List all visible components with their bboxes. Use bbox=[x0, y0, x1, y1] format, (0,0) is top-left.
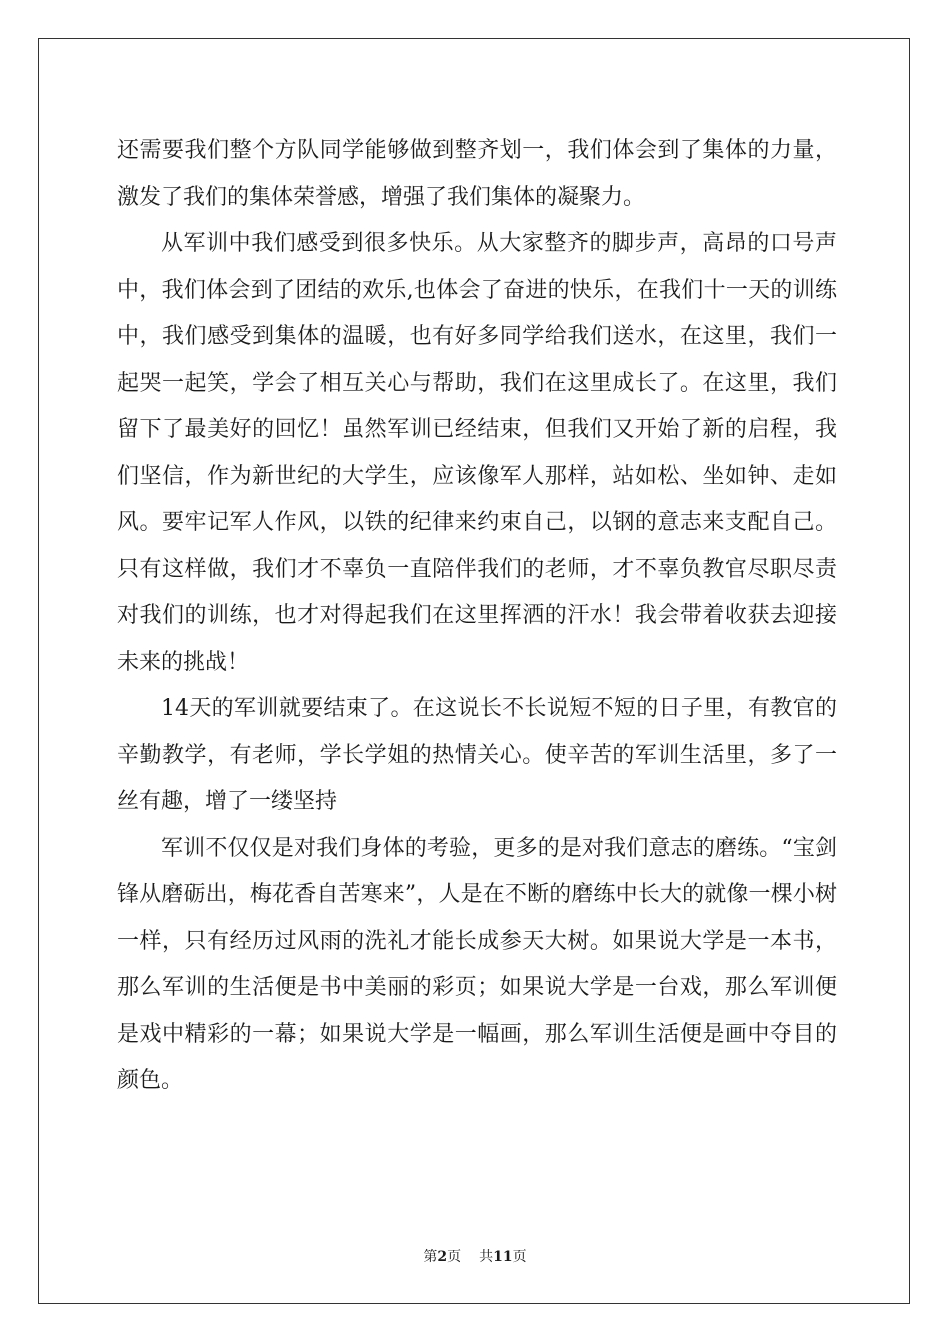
total-prefix: 共 bbox=[479, 1249, 494, 1265]
page-prefix: 第 bbox=[423, 1249, 438, 1265]
paragraph-1: 还需要我们整个方队同学能够做到整齐划一，我们体会到了集体的力量，激发了我们的集体荣誉感，增强了我们集体的凝聚力。 bbox=[117, 138, 837, 210]
paragraph-3: 14天的军训就要结束了。在这说长不长说短不短的日子里，有教官的辛勤教学，有老师，学长学姐的热情关心。使辛苦的军训生活里，多了一丝有趣，增了一缕坚持 bbox=[117, 696, 837, 814]
paragraph-4: 军训不仅仅是对我们身体的考验，更多的是对我们意志的磨练。“宝剑锋从磨砺出，梅花香自苦寒来”，人是在不断的磨练中长大的就像一棵小树一样，只有经历过风雨的洗礼才能长成参天大树。如果说大学是一本书，那么军训的生活便是书中美丽的彩页；如果说大学是一台戏，那么军训便是戏中精彩的一幕；如果说大学是一幅画，那么军训生活便是画中夺目的颜色。 bbox=[117, 835, 837, 1093]
paragraph-2: 从军训中我们感受到很多快乐。从大家整齐的脚步声，高昂的口号声中，我们体会到了团结的欢乐,也体会了奋进的快乐，在我们十一天的训练中，我们感受到集体的温暖，也有好多同学给我们送水，在这里，我们一起哭一起笑，学会了相互关心与帮助，我们在这里成长了。在这里，我们留下了最美好的回忆！虽然军训已经结束，但我们又开始了新的启程，我们坚信，作为新世纪的大学生，应该像军人那样，站如松、坐如钟、走如风。要牢记军人作风，以铁的纪律来约束自己，以钢的意志来支配自己。只有这样做，我们才不辜负一直陪伴我们的老师，才不辜负教官尽职尽责对我们的训练，也才对得起我们在这里挥洒的汗水！我会带着收获去迎接未来的挑战！ bbox=[117, 231, 837, 675]
total-suffix: 页 bbox=[512, 1249, 527, 1265]
current-page-number: 2 bbox=[437, 1249, 448, 1265]
document-body bbox=[117, 128, 837, 1105]
page-suffix: 页 bbox=[447, 1249, 462, 1265]
total-page-number: 11 bbox=[493, 1249, 513, 1265]
page-footer bbox=[0, 1246, 950, 1266]
